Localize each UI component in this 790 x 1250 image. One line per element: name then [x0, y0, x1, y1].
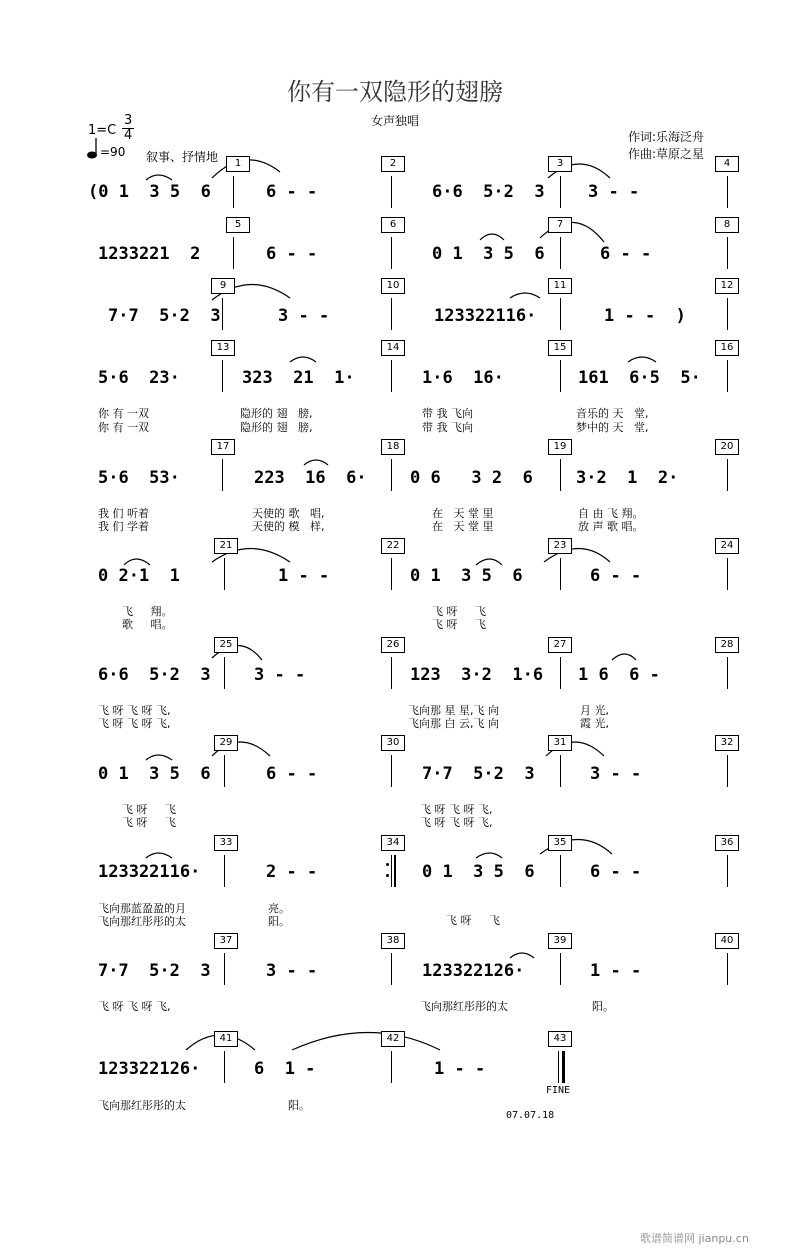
measure-notes: 6 - -: [266, 764, 318, 784]
performance-type: 女声独唱: [370, 114, 419, 128]
measure-number: 38: [381, 933, 405, 949]
barline: [391, 237, 392, 269]
measure-notes: 7·7 5·2 3: [108, 306, 221, 326]
lyric-line: 飞 呀 飞: [432, 618, 486, 631]
barline: [224, 855, 225, 887]
barline: [727, 298, 728, 330]
measure-number: 20: [715, 439, 739, 455]
measure-notes: (0 1 3 5 6: [88, 182, 211, 202]
composer-credit: 作曲:草原之星: [628, 147, 705, 161]
measure-number: 5: [226, 217, 250, 233]
measure-number: 41: [214, 1031, 238, 1047]
measure-number: 43: [548, 1031, 572, 1047]
measure-number: 37: [214, 933, 238, 949]
measure-notes: 6 - -: [266, 182, 318, 202]
barline: [391, 459, 392, 491]
barline: [727, 755, 728, 787]
lyric-line: 你 有 一双: [98, 421, 149, 434]
measure-number: 2: [381, 156, 405, 172]
lyric-line: 飞 呀 飞 呀 飞,: [420, 816, 493, 829]
measure-number: 34: [381, 835, 405, 851]
measure-number: 8: [715, 217, 739, 233]
barline: [391, 360, 392, 392]
measure-number: 39: [548, 933, 572, 949]
measure-notes: 0 2·1 1: [98, 566, 180, 586]
lyric-line: 飞向那蓝盈盈的月: [98, 902, 186, 915]
measure-number: 24: [715, 538, 739, 554]
measure-notes: 123322126·: [422, 961, 525, 981]
lyric-line: 飞向那红彤彤的太: [98, 915, 186, 928]
measure-number: 35: [548, 835, 572, 851]
measure-number: 19: [548, 439, 572, 455]
measure-number: 30: [381, 735, 405, 751]
measure-notes: 1·6 16·: [422, 368, 504, 388]
barline: [560, 176, 561, 208]
measure-notes: 6 - -: [590, 862, 642, 882]
measure-notes: 223 16 6·: [254, 468, 367, 488]
song-title: 你有一双隐形的翅膀: [287, 78, 503, 106]
lyric-line: 飞 翔。: [122, 605, 173, 618]
measure-notes: 6·6 5·2 3: [98, 665, 211, 685]
measure-number: 26: [381, 637, 405, 653]
measure-number: 15: [548, 340, 572, 356]
measure-number: 29: [214, 735, 238, 751]
barline: [391, 1051, 392, 1083]
key-signature: 1=C: [88, 123, 117, 138]
measure-number: 14: [381, 340, 405, 356]
measure-notes: 123322116·: [98, 862, 201, 882]
lyric-line: 带 我 飞向: [422, 421, 473, 434]
measure-notes: 1233221 2: [98, 244, 201, 264]
lyric-line: 飞 呀 飞 呀 飞,: [420, 803, 493, 816]
barline: [391, 176, 392, 208]
measure-notes: 1 - - ): [604, 306, 686, 326]
lyric-line: 阳。: [268, 915, 290, 928]
barline: [727, 360, 728, 392]
measure-number: 6: [381, 217, 405, 233]
measure-notes: 3 - -: [588, 182, 640, 202]
barline: [560, 459, 561, 491]
final-barline-thick: [562, 1051, 565, 1083]
barline: [560, 755, 561, 787]
barline: [391, 558, 392, 590]
measure-number: 27: [548, 637, 572, 653]
lyric-line: 我 们 学着: [98, 520, 149, 533]
barline: [224, 558, 225, 590]
measure-notes: 3 - -: [266, 961, 318, 981]
lyric-line: 月 光,: [580, 704, 609, 717]
final-barline-thin: [558, 1051, 559, 1083]
barline: [222, 360, 223, 392]
measure-number: 32: [715, 735, 739, 751]
measure-notes: 6 - -: [600, 244, 652, 264]
time-signature-bottom: 4: [124, 128, 133, 143]
barline: [560, 855, 561, 887]
lyric-line: 歌 唱。: [122, 618, 173, 631]
measure-number: 12: [715, 278, 739, 294]
measure-notes: 6·6 5·2 3: [432, 182, 545, 202]
lyric-line: 飞向那 星 星,飞 向: [408, 704, 499, 717]
measure-notes: 5·6 53·: [98, 468, 180, 488]
measure-notes: 123322116·: [434, 306, 537, 326]
lyric-line: 放 声 歌 唱。: [578, 520, 644, 533]
measure-notes: 0 1 3 5 6: [98, 764, 211, 784]
barline: [727, 459, 728, 491]
measure-notes: 6 - -: [266, 244, 318, 264]
lyricist-credit: 作词:乐海泛舟: [628, 130, 705, 144]
barline: [727, 176, 728, 208]
barline: [391, 298, 392, 330]
lyric-line: 霞 光,: [580, 717, 609, 730]
measure-notes: 0 1 3 5 6: [410, 566, 523, 586]
lyric-line: 我 们 听着: [98, 507, 149, 520]
measure-notes: 0 1 3 5 6: [432, 244, 545, 264]
barline: [224, 1051, 225, 1083]
measure-notes: 0 1 3 5 6: [422, 862, 535, 882]
measure-notes: 5·6 23·: [98, 368, 180, 388]
barline: [391, 953, 392, 985]
measure-number: 7: [548, 217, 572, 233]
lyric-line: 阳。: [592, 1000, 614, 1013]
barline: [560, 953, 561, 985]
barline: [560, 558, 561, 590]
lyric-line: 飞 呀 飞: [432, 605, 486, 618]
measure-number: 1: [226, 156, 250, 172]
lyric-line: 飞向那红彤彤的太: [420, 1000, 508, 1013]
lyric-line: 飞 呀 飞: [122, 803, 176, 816]
measure-number: 9: [211, 278, 235, 294]
barline: [391, 657, 392, 689]
repeat-dot: [386, 863, 389, 866]
barline: [224, 755, 225, 787]
lyric-line: 自 由 飞 翔。: [578, 507, 644, 520]
lyric-line: 亮。: [268, 902, 290, 915]
measure-notes: 1 - -: [590, 961, 642, 981]
barline: [222, 459, 223, 491]
barline: [222, 298, 223, 330]
measure-number: 25: [214, 637, 238, 653]
time-signature-top: 3: [124, 113, 133, 128]
barline: [233, 237, 234, 269]
lyric-line: 飞 呀 飞: [122, 816, 176, 829]
measure-notes: 323 21 1·: [242, 368, 355, 388]
lyric-line: 阳。: [288, 1099, 310, 1112]
barline: [391, 755, 392, 787]
barline: [560, 237, 561, 269]
repeat-barline: [394, 855, 396, 887]
lyric-line: 音乐的 天 堂,: [576, 407, 649, 420]
measure-notes: 3 - -: [254, 665, 306, 685]
measure-notes: 1 6 6 -: [578, 665, 660, 685]
measure-notes: 123322126·: [98, 1059, 201, 1079]
measure-notes: 2 - -: [266, 862, 318, 882]
barline: [727, 237, 728, 269]
lyric-line: 飞 呀 飞 呀 飞,: [98, 704, 171, 717]
measure-number: 23: [548, 538, 572, 554]
measure-number: 22: [381, 538, 405, 554]
lyric-line: 梦中的 天 堂,: [576, 421, 649, 434]
measure-number: 31: [548, 735, 572, 751]
barline: [391, 855, 392, 887]
measure-number: 18: [381, 439, 405, 455]
lyric-line: 带 我 飞向: [422, 407, 473, 420]
measure-number: 11: [548, 278, 572, 294]
expression-marking: 叙事、抒情地: [146, 150, 219, 164]
measure-notes: 161 6·5 5·: [578, 368, 701, 388]
barline: [560, 657, 561, 689]
lyric-line: 飞 呀 飞: [446, 914, 500, 927]
measure-number: 28: [715, 637, 739, 653]
measure-notes: 3 - -: [590, 764, 642, 784]
measure-notes: 6 - -: [590, 566, 642, 586]
barline: [727, 657, 728, 689]
lyric-line: 隐形的 翅 膀,: [240, 421, 313, 434]
measure-notes: 123 3·2 1·6: [410, 665, 544, 685]
measure-notes: 1 - -: [278, 566, 330, 586]
lyric-line: 天使的 模 样,: [252, 520, 325, 533]
barline: [727, 855, 728, 887]
barline: [233, 176, 234, 208]
site-watermark: 歌谱简谱网 jianpu.cn: [640, 1232, 749, 1245]
measure-notes: 7·7 5·2 3: [98, 961, 211, 981]
measure-number: 33: [214, 835, 238, 851]
repeat-dot: [386, 874, 389, 877]
measure-number: 36: [715, 835, 739, 851]
barline: [727, 558, 728, 590]
measure-number: 16: [715, 340, 739, 356]
tempo-marking: =90: [100, 145, 126, 159]
date-stamp: 07.07.18: [506, 1110, 555, 1121]
measure-notes: 0 6 3 2 6: [410, 468, 533, 488]
lyric-line: 你 有 一双: [98, 407, 149, 420]
lyric-line: 在 天 堂 里: [432, 507, 494, 520]
lyric-line: 飞 呀 飞 呀 飞,: [98, 717, 171, 730]
barline: [560, 298, 561, 330]
measure-number: 21: [214, 538, 238, 554]
measure-number: 10: [381, 278, 405, 294]
measure-number: 13: [211, 340, 235, 356]
lyric-line: 隐形的 翅 膀,: [240, 407, 313, 420]
measure-number: 4: [715, 156, 739, 172]
lyric-line: 在 天 堂 里: [432, 520, 494, 533]
measure-number: 42: [381, 1031, 405, 1047]
measure-notes: 3·2 1 2·: [576, 468, 679, 488]
barline: [224, 953, 225, 985]
measure-notes: 7·7 5·2 3: [422, 764, 535, 784]
measure-number: 3: [548, 156, 572, 172]
measure-number: 17: [211, 439, 235, 455]
lyric-line: 天使的 歌 唱,: [252, 507, 325, 520]
barline: [224, 657, 225, 689]
measure-number: 40: [715, 933, 739, 949]
lyric-line: 飞 呀 飞 呀 飞,: [98, 1000, 171, 1013]
measure-notes: 3 - -: [278, 306, 330, 326]
lyric-line: 飞向那 白 云,飞 向: [408, 717, 499, 730]
fine-marking: FINE: [546, 1085, 571, 1096]
barline: [727, 953, 728, 985]
lyric-line: 飞向那红彤彤的太: [98, 1099, 186, 1112]
measure-notes: 1 - -: [434, 1059, 486, 1079]
barline: [560, 360, 561, 392]
measure-notes: 6 1 -: [254, 1059, 316, 1079]
